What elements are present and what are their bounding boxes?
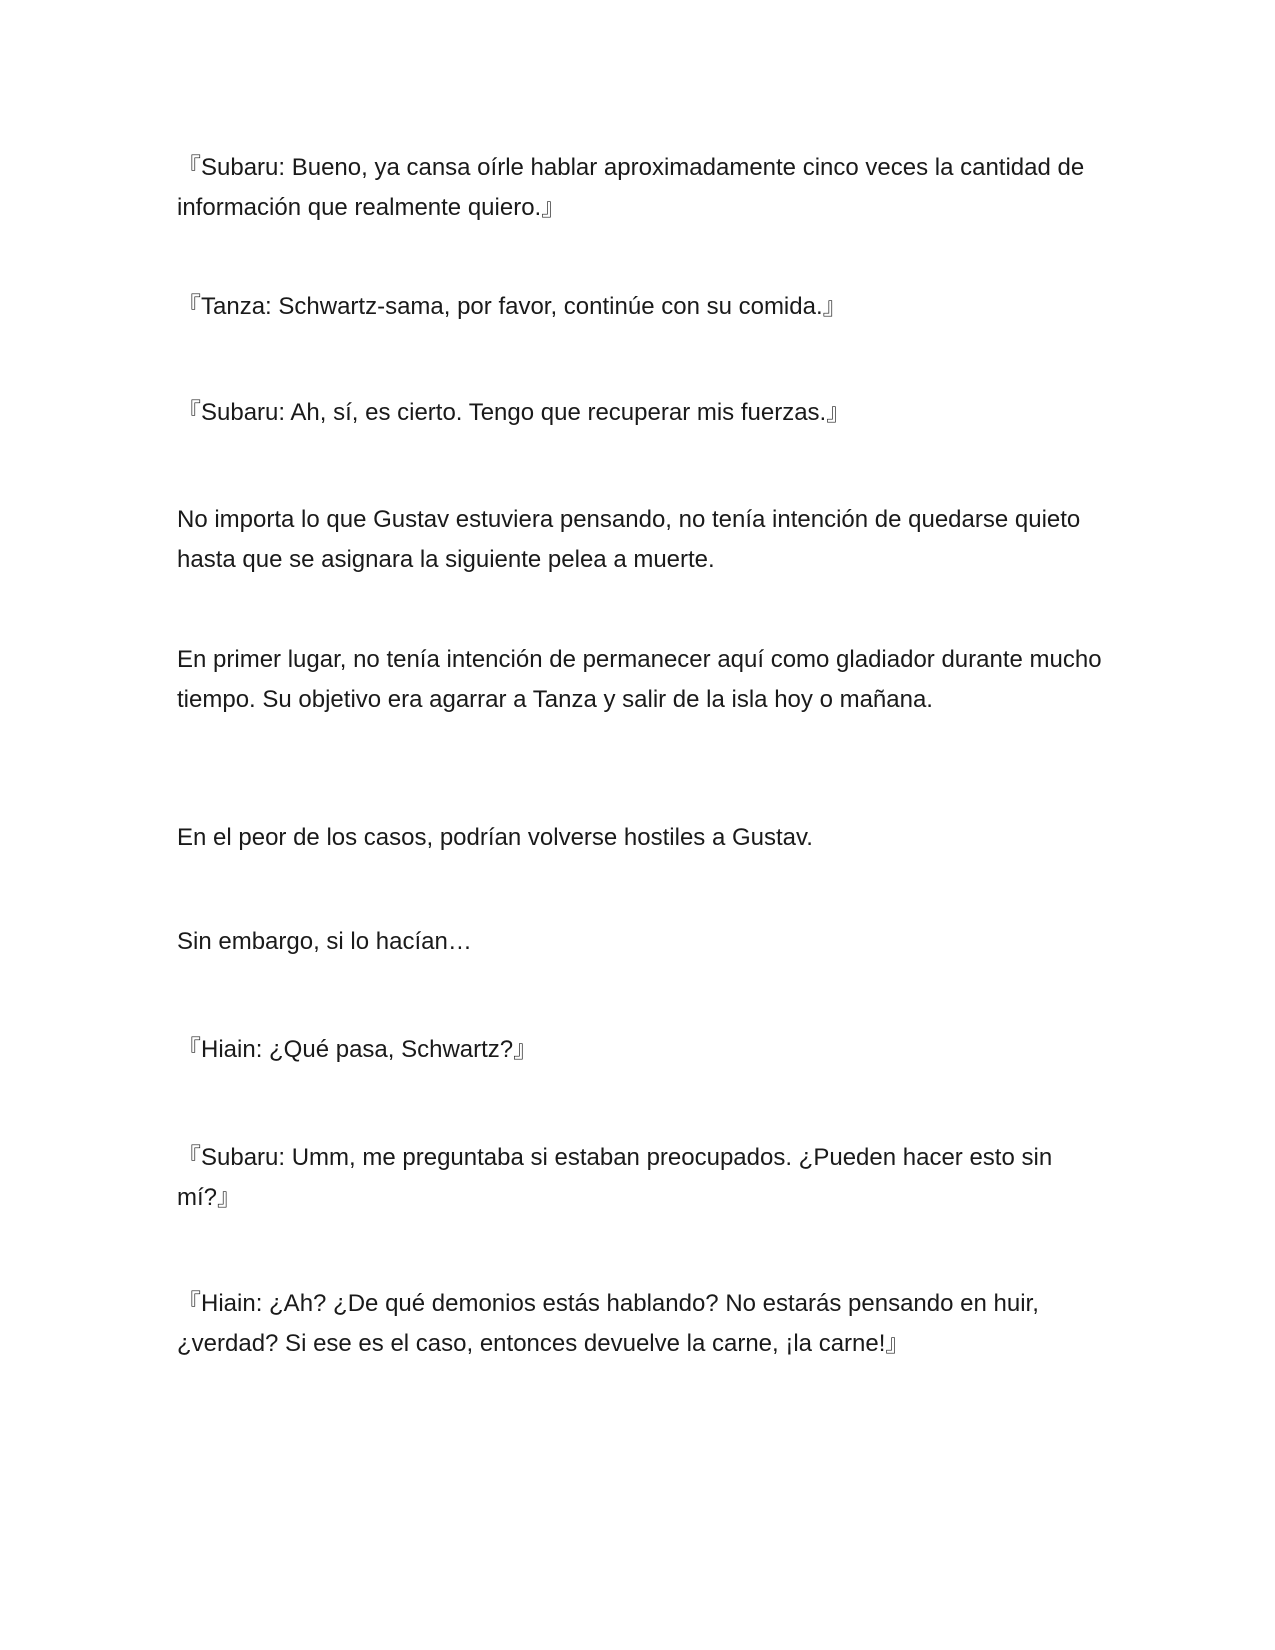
paragraph-hiain-dialogue-1: 『Hiain: ¿Qué pasa, Schwartz?』 bbox=[177, 1036, 538, 1063]
paragraph-narration-3: En el peor de los casos, podrían volverse hostiles a Gustav. bbox=[177, 824, 813, 851]
paragraph-hiain-dialogue-2: 『Hiain: ¿Ah? ¿De qué demonios estás hablando? No estarás pensando en huir, ¿verdad? Si ese es el caso, entonces devuelve la carne, ¡la carne!』 bbox=[177, 1290, 1039, 1357]
paragraph-narration-1: No importa lo que Gustav estuviera pensando, no tenía intención de quedarse quieto hasta que se asignara la siguiente pelea a muerte. bbox=[177, 506, 1081, 573]
paragraph-narration-4: Sin embargo, si lo hacían… bbox=[177, 928, 472, 955]
paragraph-subaru-dialogue-1: 『Subaru: Bueno, ya cansa oírle hablar aproximadamente cinco veces la cantidad de información que realmente quiero.』 bbox=[177, 154, 1085, 221]
paragraph-subaru-dialogue-3: 『Subaru: Umm, me preguntaba si estaban preocupados. ¿Pueden hacer esto sin mí?』 bbox=[177, 1144, 1053, 1211]
paragraph-subaru-dialogue-2: 『Subaru: Ah, sí, es cierto. Tengo que recuperar mis fuerzas.』 bbox=[177, 399, 851, 426]
paragraph-tanza-dialogue-1: 『Tanza: Schwartz-sama, por favor, continúe con su comida.』 bbox=[177, 293, 847, 320]
paragraph-narration-2: En primer lugar, no tenía intención de permanecer aquí como gladiador durante mucho tiempo. Su objetivo era agarrar a Tanza y salir de la isla hoy o mañana. bbox=[177, 646, 1102, 713]
